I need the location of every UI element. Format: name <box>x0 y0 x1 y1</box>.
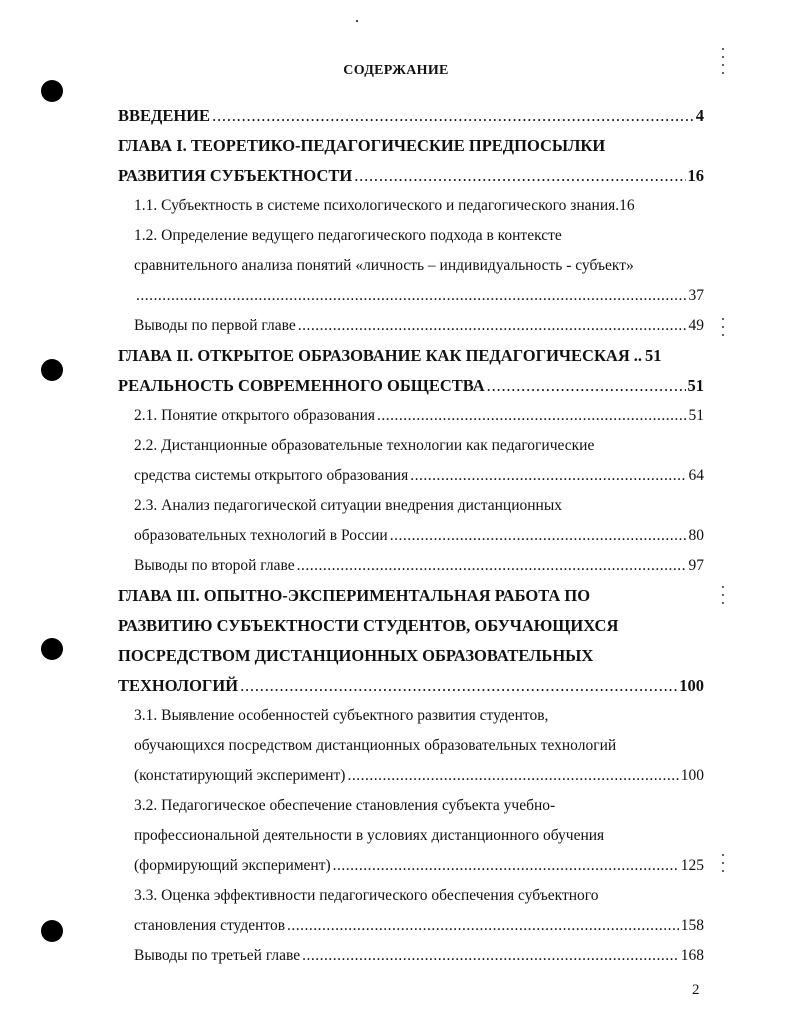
toc-conclusion-1[interactable] <box>134 316 704 338</box>
toc-section-1-2-line-2[interactable] <box>134 256 704 278</box>
toc-entry-label: сравнительного анализа понятий «личность – индивидуальность - субъект» <box>134 257 634 274</box>
leader-dots <box>212 106 694 126</box>
toc-chapter-2-line-1[interactable] <box>118 346 704 368</box>
toc-conclusion-3[interactable] <box>134 946 704 968</box>
toc-entry-label: (констатирующий эксперимент) <box>134 767 346 784</box>
toc-section-2-3-line-2[interactable] <box>134 526 704 548</box>
toc-section-3-1-line-2[interactable] <box>134 736 704 758</box>
leader-dots <box>297 556 687 576</box>
toc-entry-label: становления студентов <box>134 917 286 934</box>
leader-dots <box>354 166 685 186</box>
leader-dots: .. <box>633 346 642 365</box>
toc-entry-label: 1.1. Субъектность в системе психологического и педагогического знания. <box>134 197 620 214</box>
toc-page-number: 16 <box>687 166 704 185</box>
toc-entry-label: обучающихся посредством дистанционных образовательных технологий <box>134 737 617 754</box>
toc-chapter-1-line-1[interactable] <box>118 136 704 158</box>
toc-section-3-1-line-3[interactable] <box>134 766 704 788</box>
toc-entry-label: средства системы открытого образования <box>134 467 409 484</box>
toc-entry-label: 3.3. Оценка эффективности педагогического обеспечения субъектного <box>134 887 599 904</box>
toc-entry-label: образовательных технологий в России <box>134 527 388 544</box>
toc-entry-label: 3.1. Выявление особенностей субъектного развития студентов, <box>134 707 549 724</box>
toc-entry-label: РАЗВИТИЮ СУБЪЕКТНОСТИ СТУДЕНТОВ, ОБУЧАЮЩИХСЯ <box>118 616 619 635</box>
toc-section-3-3-line-2[interactable] <box>134 916 704 938</box>
toc-page-number: 4 <box>695 106 704 125</box>
toc-entry-label: ГЛАВА III. ОПЫТНО-ЭКСПЕРИМЕНТАЛЬНАЯ РАБОТА ПО <box>118 586 591 605</box>
toc-page-number: 16 <box>619 197 635 214</box>
toc-entry-intro[interactable] <box>118 106 704 128</box>
toc-section-2-3-line-1[interactable] <box>134 496 704 518</box>
toc-page-number: 100 <box>679 676 704 695</box>
toc-entry-label: 1.2. Определение ведущего педагогического подхода в контексте <box>134 227 562 244</box>
toc-entry-label: Выводы по второй главе <box>134 557 295 574</box>
toc-entry-label: ГЛАВА I. ТЕОРЕТИКО-ПЕДАГОГИЧЕСКИЕ ПРЕДПОСЫЛКИ <box>118 136 606 155</box>
toc-section-3-2-line-1[interactable] <box>134 796 704 818</box>
toc-section-3-3-line-1[interactable] <box>134 886 704 908</box>
toc-page-number: 51 <box>688 407 704 424</box>
toc-title: СОДЕРЖАНИЕ <box>343 63 449 78</box>
toc-entry-label: ПОСРЕДСТВОМ ДИСТАНЦИОННЫХ ОБРАЗОВАТЕЛЬНЫХ <box>118 646 594 665</box>
toc-section-1-2-line-1[interactable] <box>134 226 704 248</box>
toc-page-number: 80 <box>688 527 704 544</box>
toc-page-number: 51 <box>687 376 704 395</box>
toc-chapter-3-line-4[interactable] <box>118 676 704 698</box>
toc-entry-label: профессиональной деятельности в условиях дистанционного обучения <box>134 827 605 844</box>
leader-dots <box>136 286 687 306</box>
leader-dots <box>287 916 679 936</box>
toc-chapter-3-line-1[interactable] <box>118 586 704 608</box>
toc-section-1-1[interactable] <box>134 196 704 218</box>
leader-dots <box>347 766 678 786</box>
toc-section-3-2-line-2[interactable] <box>134 826 704 848</box>
toc-page-number: 37 <box>688 287 704 304</box>
toc-entry-label: 2.1. Понятие открытого образования <box>134 407 376 424</box>
page-number: 2 <box>692 982 700 998</box>
toc-section-1-2-line-3[interactable] <box>134 286 704 308</box>
leader-dots <box>377 406 686 426</box>
toc-entry-label: 2.3. Анализ педагогической ситуации внедрения дистанционных <box>134 497 562 514</box>
leader-dots <box>333 856 679 876</box>
toc-section-2-2-line-1[interactable] <box>134 436 704 458</box>
toc-page-number: 64 <box>688 467 704 484</box>
toc-section-2-1[interactable] <box>134 406 704 428</box>
toc-entry-label: (формирующий эксперимент) <box>134 857 331 874</box>
toc-page-number: 51 <box>645 346 662 365</box>
toc-page-number: 49 <box>688 317 704 334</box>
toc-entry-label: 2.2. Дистанционные образовательные технологии как педагогические <box>134 437 595 454</box>
leader-dots <box>298 316 687 336</box>
toc-page-number: 158 <box>680 917 704 934</box>
toc-entry-label: Выводы по первой главе <box>134 317 296 334</box>
leader-dots <box>240 676 677 696</box>
toc-section-2-2-line-2[interactable] <box>134 466 704 488</box>
leader-dots <box>302 946 679 966</box>
toc-entry-label: Выводы по третьей главе <box>134 947 301 964</box>
leader-dots <box>390 526 687 546</box>
toc-entry-label: 3.2. Педагогическое обеспечение становления субъекта учебно- <box>134 797 556 814</box>
toc-entry-label: РАЗВИТИЯ СУБЪЕКТНОСТИ <box>118 166 353 185</box>
toc-chapter-2-line-2[interactable] <box>118 376 704 398</box>
toc-page-number: 168 <box>680 947 704 964</box>
toc-entry-label: ГЛАВА II. ОТКРЫТОЕ ОБРАЗОВАНИЕ КАК ПЕДАГОГИЧЕСКАЯ <box>118 346 630 365</box>
toc-chapter-1-line-2[interactable] <box>118 166 704 188</box>
toc-chapter-3-line-3[interactable] <box>118 646 704 668</box>
toc-page-number: 100 <box>680 767 704 784</box>
toc-chapter-3-line-2[interactable] <box>118 616 704 638</box>
toc-conclusion-2[interactable] <box>134 556 704 578</box>
toc-page-number: 125 <box>680 857 704 874</box>
toc-section-3-1-line-1[interactable] <box>134 706 704 728</box>
toc-section-3-2-line-3[interactable] <box>134 856 704 878</box>
toc-entry-label: РЕАЛЬНОСТЬ СОВРЕМЕННОГО ОБЩЕСТВА <box>118 376 485 395</box>
toc-entry-label: ВВЕДЕНИЕ <box>118 106 211 125</box>
leader-dots <box>410 466 686 486</box>
leader-dots <box>487 376 686 396</box>
toc-page-number: 97 <box>688 557 704 574</box>
toc-entry-label: ТЕХНОЛОГИЙ <box>118 676 239 695</box>
